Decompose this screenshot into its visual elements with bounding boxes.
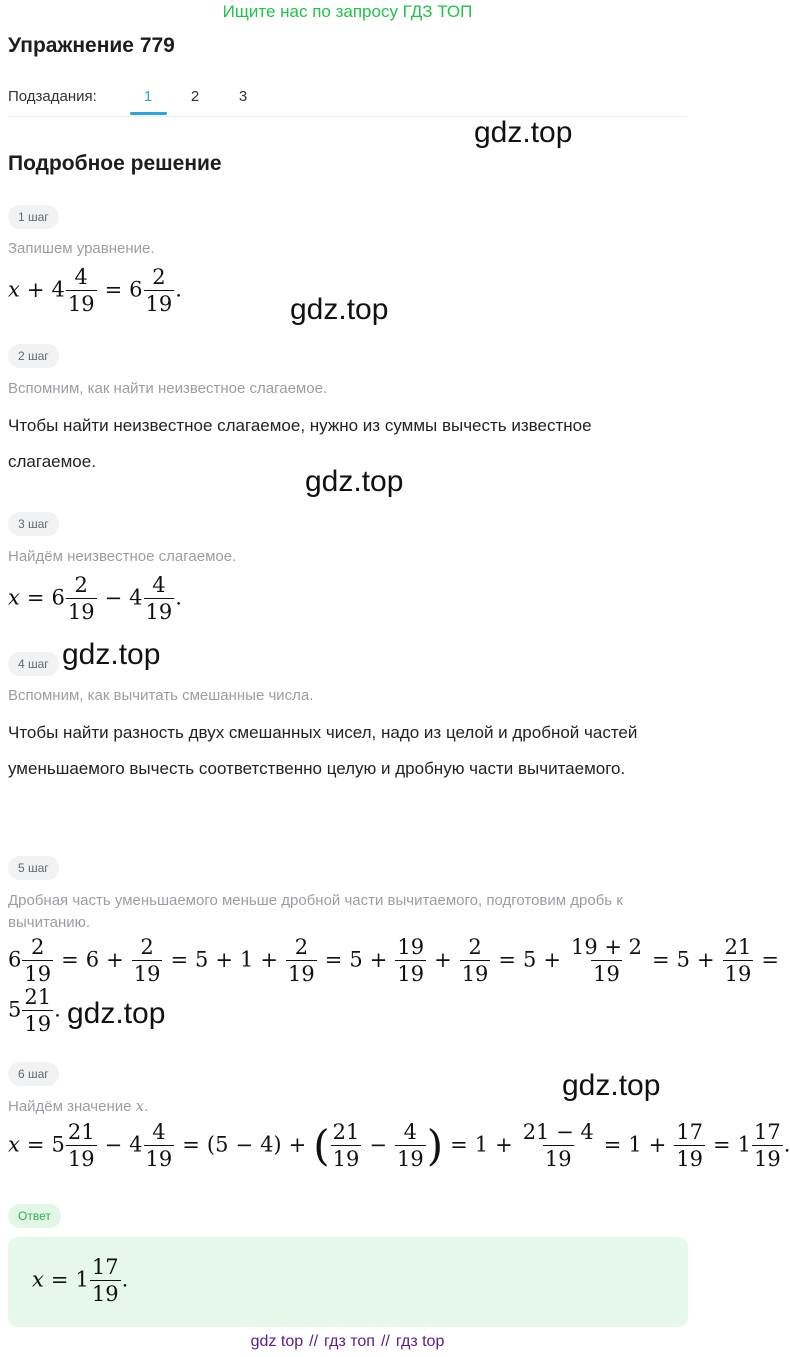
answer-equation: x = 1 $\frac{17}{19}$ . xyxy=(32,1255,129,1306)
step-badge: 6 шаг xyxy=(8,1062,59,1086)
tab-subtask-3[interactable]: 3 xyxy=(238,88,248,105)
watermark: gdz.top xyxy=(62,638,161,671)
equation: x = 6 $\frac{2}{19}$ − 4 $\frac{4}{19}$ . xyxy=(8,573,182,624)
equation: x + 4 $\frac{4}{19}$ = 6 $\frac{2}{19}$ . xyxy=(8,265,182,316)
tab-subtask-2[interactable]: 2 xyxy=(190,88,200,105)
watermark: gdz.top xyxy=(474,116,573,149)
step-hint: Найдём значение x. xyxy=(8,1097,149,1115)
step-hint: Вспомним, как найти неизвестное слагаемое. xyxy=(8,380,328,397)
watermark: gdz.top xyxy=(67,997,166,1030)
active-tab-indicator xyxy=(130,112,167,115)
footer-link[interactable]: гдз топ xyxy=(324,1333,375,1350)
answer-badge: Ответ xyxy=(8,1204,61,1228)
promo-banner[interactable]: Ищите нас по запросу ГДЗ ТОП xyxy=(222,2,473,21)
step-badge: 4 шаг xyxy=(8,652,59,676)
step-badge: 5 шаг xyxy=(8,856,59,880)
tab-subtask-1[interactable]: 1 xyxy=(143,88,153,105)
section-title: Подробное решение xyxy=(8,152,222,175)
page-title: Упражнение 779 xyxy=(8,34,175,57)
watermark: gdz.top xyxy=(562,1069,661,1102)
footer-links: gdz top // гдз топ // гдз top xyxy=(250,1333,445,1350)
step-badge: 1 шаг xyxy=(8,205,59,229)
footer-link[interactable]: гдз top xyxy=(395,1333,445,1350)
subtasks-bar xyxy=(8,78,687,117)
step-badge: 2 шаг xyxy=(8,344,59,368)
step-rule: Чтобы найти неизвестное слагаемое, нужно из суммы вычесть известное слагаемое. xyxy=(8,416,592,471)
equation: 6 $\frac{2}{19}$ = 6 + $\frac{2}{19}$ = 5 + 1 + $\frac{2}{19}$ = 5 + $\frac{19}{19}$ + $\frac{2}{19}$ = 5 + $\frac{19 + 2}{19}$ = 5 + $\frac{21}{19}$ = xyxy=(8,935,779,986)
equation: x = 5 $\frac{21}{19}$ − 4 $\frac{4}{19}$ = (5 − 4) + ( $\frac{21}{19}$ − $\frac{4}{19}$ ) = 1 + $\frac{21 - 4}{19}$ = 1 + $\frac{17}{19}$ = 1 $\frac{17}{19}$ . xyxy=(8,1120,790,1171)
step-hint: Вспомним, как вычитать смешанные числа. xyxy=(8,687,314,704)
step-hint: Найдём неизвестное слагаемое. xyxy=(8,548,237,565)
step-rule: Чтобы найти разность двух смешанных чисел, надо из целой и дробной частей уменьшаемого вычесть соответственно целую и дробную части вычитаемого. xyxy=(8,723,638,778)
answer-box xyxy=(8,1237,688,1327)
step-hint: Дробная часть уменьшаемого меньше дробной части вычитаемого, подготовим дробь к вычитанию. xyxy=(8,892,623,931)
subtasks-label: Подзадания: xyxy=(8,88,97,105)
step-badge: 3 шаг xyxy=(8,512,59,536)
step-hint: Запишем уравнение. xyxy=(8,240,155,257)
watermark: gdz.top xyxy=(305,465,404,498)
watermark: gdz.top xyxy=(290,293,389,326)
equation: 5 $\frac{21}{19}$ . xyxy=(8,985,61,1036)
footer-link[interactable]: gdz top xyxy=(250,1333,304,1350)
